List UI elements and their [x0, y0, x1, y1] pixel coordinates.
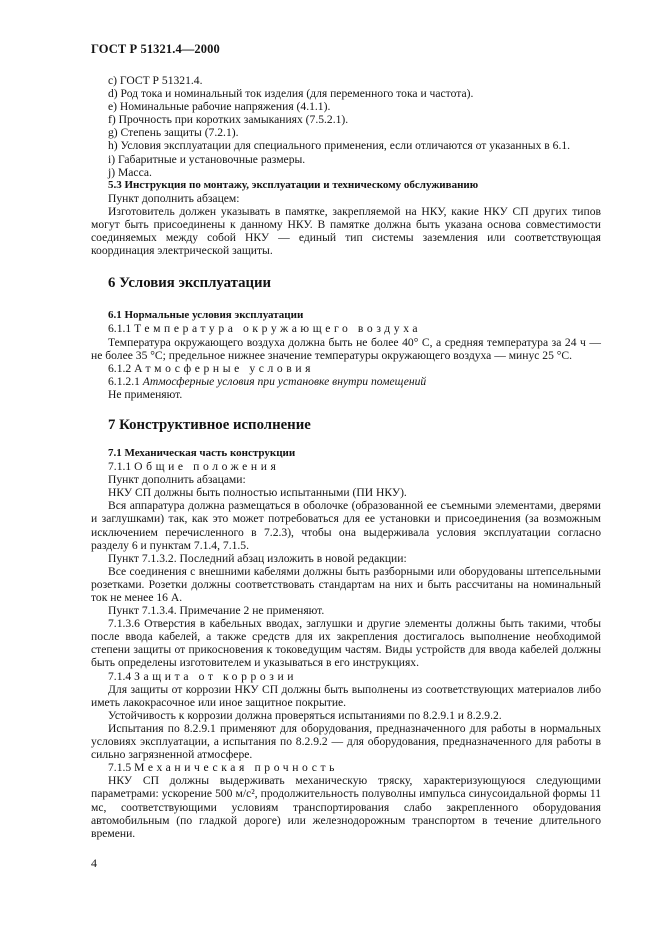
list-item: i) Габаритные и установочные размеры.	[108, 152, 306, 166]
paragraph: Все соединения с внешними кабелями должны быть разборными или оборудованы штепсельными розетками. Розетки должны соответствовать стандартам на них и быть рассчитаны на номинальный ток не менее 16 А.	[91, 564, 601, 604]
paragraph: Не применяют.	[108, 387, 183, 401]
list-item: j) Масса.	[108, 165, 152, 179]
paragraph: Пункт 7.1.3.2. Последний абзац изложить в новой редакции:	[108, 551, 407, 565]
section-5-3-heading: 5.3 Инструкция по монтажу, эксплуатации и техническому обслуживанию	[108, 178, 479, 191]
clause-number: 7.1.5	[108, 761, 135, 775]
clause-number: 6.1.2.1	[108, 374, 143, 388]
page-content	[91, 74, 601, 840]
clause-7-1-5	[91, 761, 601, 774]
clause-6-1-2-1	[91, 375, 601, 388]
paragraph: Температура окружающего воздуха должна быть не более 40° С, а средняя температура за 24 ч — не более 35 °С; предельное нижнее значение температуры окружающего воздуха — минус 25 °С.	[91, 335, 601, 362]
clause-7-1-4	[91, 670, 601, 683]
clause-title: Защита от коррозии	[134, 669, 298, 683]
clause-title: Атмосферные условия	[134, 361, 315, 375]
clause-6-1-1	[91, 322, 601, 335]
paragraph: Пункт дополнить абзацем:	[108, 191, 240, 205]
clause-title: Температура окружающего воздуха	[134, 322, 422, 336]
list-item: h) Условия эксплуатации для специального применения, если отличаются от указанных в 6.1.	[108, 139, 571, 153]
list-item: c) ГОСТ Р 51321.4.	[108, 74, 203, 87]
paragraph: Устойчивость к коррозии должна проверяться испытаниями по 8.2.9.1 и 8.2.9.2.	[108, 708, 502, 722]
paragraph: Пункт дополнить абзацами:	[108, 473, 246, 487]
list-item: d) Род тока и номинальный ток изделия (для переменного тока и частота).	[108, 87, 474, 101]
clause-number: 6.1.2	[108, 361, 135, 375]
clause-title: Атмосферные условия при установке внутри помещений	[142, 374, 427, 388]
section-7-1-heading: 7.1 Механическая часть конструкции	[108, 446, 296, 459]
paragraph: Вся аппаратура должна размещаться в оболочке (образованной ее съемными элементами, дверями и заглушками) так, как это может потребоваться для ее установки и присоединения (за возможным исключением перечисленного в 7.2.3), чтобы она выдерживала условия эксплуатации согласно разделу 6 и пунктам 7.1.4, 7.1.5.	[91, 499, 601, 552]
list-item: g) Степень защиты (7.2.1).	[108, 126, 239, 140]
clause-number: 6.1.1	[108, 322, 135, 336]
clause-number: 7.1.1	[108, 460, 135, 474]
list-item: e) Номинальные рабочие напряжения (4.1.1).	[108, 100, 331, 114]
paragraph: Изготовитель должен указывать в памятке, закрепляемой на НКУ, какие НКУ СП других типов могут быть присоединены к данному НКУ. В памятке должна быть указана основа совместимости соединяемых между собой НКУ — единый тип системы заземления или соответствующая координация электрической защиты.	[91, 204, 601, 258]
paragraph: НКУ СП должны быть полностью испытанными (ПИ НКУ).	[108, 486, 407, 500]
paragraph: Для защиты от коррозии НКУ СП должны быть выполнены из соответствующих материалов либо иметь лакокрасочное или иное защитное покрытие.	[91, 682, 601, 709]
list-item: f) Прочность при коротких замыканиях (7.5.2.1).	[108, 113, 349, 127]
page-header: ГОСТ Р 51321.4—2000	[91, 42, 220, 56]
clause-7-1-1	[91, 460, 601, 473]
clause-title: Общие положения	[134, 460, 280, 474]
paragraph: Испытания по 8.2.9.1 применяют для оборудования, предназначенного для работы в нормальных условиях эксплуатации, а испытания по 8.2.9.2 — для оборудования, предназначенного для работы в сильно загрязненной атмосфере.	[91, 721, 601, 762]
paragraph: 7.1.3.6 Отверстия в кабельных вводах, заглушки и другие элементы должны быть такими, чтобы после ввода кабелей, а также средств для их закрепления достигалось выполнение необходимой степени защиты от прикосновения к токоведущим частям. Виды устройств для ввода кабелей должны быть определены изготовителем и указываться в его инструкциях.	[91, 617, 601, 670]
clause-title: Механическая прочность	[134, 761, 339, 775]
clause-6-1-2	[91, 362, 601, 375]
clause-number: 7.1.4	[108, 669, 135, 683]
section-7-heading: 7 Конструктивное исполнение	[108, 416, 311, 433]
paragraph: НКУ СП должны выдерживать механическую тряску, характеризующуюся следующими параметрами: ускорение 500 м/с², продолжительность полуволны импульса синусоидальной формы 11 мс, соответствующими условиям транспортирования слабо закрепленного оборудования автомобильным (по гладкой дороге) или железнодорожным транспортом в течение длительного времени.	[91, 774, 601, 840]
page-number: 4	[91, 856, 97, 870]
section-6-heading: 6 Условия эксплуатации	[108, 275, 272, 292]
section-6-1-heading: 6.1 Нормальные условия эксплуатации	[108, 309, 304, 322]
paragraph: Пункт 7.1.3.4. Примечание 2 не применяют.	[108, 604, 325, 618]
